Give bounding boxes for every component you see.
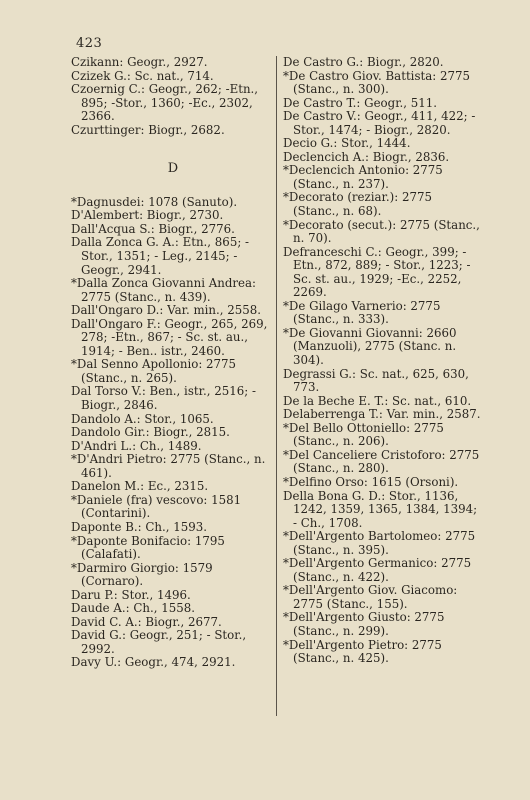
index-entry: Dandolo A.: Stor., 1065.	[71, 411, 214, 426]
index-entry: De la Beche E. T.: Sc. nat., 610.	[283, 393, 472, 408]
index-entry: *Darmiro Giorgio: 1579 (Cornaro).	[71, 560, 213, 589]
index-entry: Danelon M.: Ec., 2315.	[71, 479, 209, 494]
index-entry: Czizek G.: Sc. nat., 714.	[71, 68, 214, 83]
right-column	[283, 56, 481, 666]
index-entry: *Del Bello Ottoniello: 2775 (Stanc., n. 206).	[283, 420, 444, 449]
index-entry: *Dalla Zonca Giovanni Andrea: 2775 (Stanc., n. 439).	[71, 276, 257, 304]
index-entry: David C. A.: Biogr., 2677.	[71, 614, 222, 629]
index-entry: De Castro T.: Geogr., 511.	[283, 95, 438, 110]
index-entry: *Daniele (fra) vescovo: 1581 (Contarini).	[71, 492, 242, 521]
index-entry: De Castro V.: Geogr., 411, 422; - Stor., 1474; - Biogr., 2820.	[283, 109, 476, 137]
index-entry: *Decorato (secut.): 2775 (Stanc., n. 70).	[283, 217, 480, 246]
index-entry: Czoernig C.: Geogr., 262; -Etn., 895; -Stor., 1360; -Ec., 2302, 2366.	[71, 82, 259, 124]
index-entry: *Dagnusdei: 1078 (Sanuto).	[71, 194, 238, 209]
index-entry: Dall'Acqua S.: Biogr., 2776.	[71, 221, 235, 236]
column-divider	[276, 56, 277, 716]
index-entry: Dal Torso V.: Ben., istr., 2516; - Biogr., 2846.	[71, 384, 256, 413]
index-entry: Degrassi G.: Sc. nat., 625, 630, 773.	[283, 366, 469, 395]
index-entry: *De Gilago Varnerio: 2775 (Stanc., n. 333).	[283, 298, 441, 327]
index-entry: *Delfino Orso: 1615 (Orsoni).	[283, 474, 459, 489]
index-entry: *Dell'Argento Bartolomeo: 2775 (Stanc., n. 395).	[283, 529, 476, 557]
index-entry: David G.: Geogr., 251; - Stor., 2992.	[71, 628, 247, 656]
section-heading: D	[167, 161, 180, 177]
index-entry: *Dell'Argento Giov. Giacomo: 2775 (Stanc., 155).	[283, 583, 458, 611]
index-entry: Dalla Zonca G. A.: Etn., 865; - Stor., 1351; - Leg., 2145; - Geogr., 2941.	[71, 235, 250, 277]
page-number: 423	[76, 36, 103, 51]
index-entry: Dandolo Gir.: Biogr., 2815.	[71, 425, 230, 440]
index-entry: *Dell'Argento Germanico: 2775 (Stanc., n. 422).	[283, 556, 472, 584]
index-entry: Dall'Ongaro D.: Var. min., 2558.	[71, 303, 262, 318]
index-entry: Daru P.: Stor., 1496.	[71, 587, 191, 602]
index-entry: Daponte B.: Ch., 1593.	[71, 519, 208, 534]
index-entry: Davy U.: Geogr., 474, 2921.	[71, 655, 236, 670]
index-entry: Daude A.: Ch., 1558.	[71, 601, 196, 616]
index-entry: *Del Canceliere Cristoforo: 2775 (Stanc., n. 280).	[283, 447, 480, 476]
index-entry: Czikann: Geogr., 2927.	[71, 55, 208, 69]
index-entry: *Daponte Bonifacio: 1795 (Calafati).	[71, 533, 225, 562]
index-entry: D'Alembert: Biogr., 2730.	[71, 208, 224, 223]
index-entry: *Dell'Argento Pietro: 2775 (Stanc., n. 425).	[283, 637, 442, 666]
index-entry: Czurttinger: Biogr., 2682.	[71, 122, 225, 137]
index-entry: D'Andri L.: Ch., 1489.	[71, 438, 202, 453]
index-entry: Declencich A.: Biogr., 2836.	[283, 149, 450, 164]
index-entry: *Dal Senno Apollonio: 2775 (Stanc., n. 265).	[71, 357, 237, 385]
index-entry: *De Giovanni Giovanni: 2660 (Manzuoli), 2775 (Stanc. n. 304).	[283, 325, 457, 368]
index-entry: Dall'Ongaro F.: Geogr., 265, 269, 278; -Etn., 867; - Sc. st. au., 1914; - Ben.. istr., 2460.	[71, 316, 268, 358]
index-entry: *Decorato (reziar.): 2775 (Stanc., n. 68).	[283, 190, 432, 219]
index-entry: *De Castro Giov. Battista: 2775 (Stanc., n. 300).	[283, 68, 471, 97]
index-entry: Della Bona G. D.: Stor., 1136, 1242, 1359, 1365, 1384, 1394; - Ch., 1708.	[283, 488, 478, 530]
index-entry: Delaberrenga T.: Var. min., 2587.	[283, 407, 481, 422]
left-column	[71, 56, 276, 670]
index-entry: *Declencich Antonio: 2775 (Stanc., n. 237).	[283, 163, 443, 191]
index-entry: *Dell'Argento Giusto: 2775 (Stanc., n. 299).	[283, 610, 445, 638]
index-entry: De Castro G.: Biogr., 2820.	[283, 55, 444, 69]
index-entry: *D'Andri Pietro: 2775 (Stanc., n. 461).	[71, 452, 266, 480]
index-entry: Decio G.: Stor., 1444.	[283, 136, 411, 151]
index-entry: Defranceschi C.: Geogr., 399; - Etn., 872, 889; - Stor., 1223; - Sc. st. au., 1929; -Ec., 2252, 2269.	[283, 244, 471, 300]
